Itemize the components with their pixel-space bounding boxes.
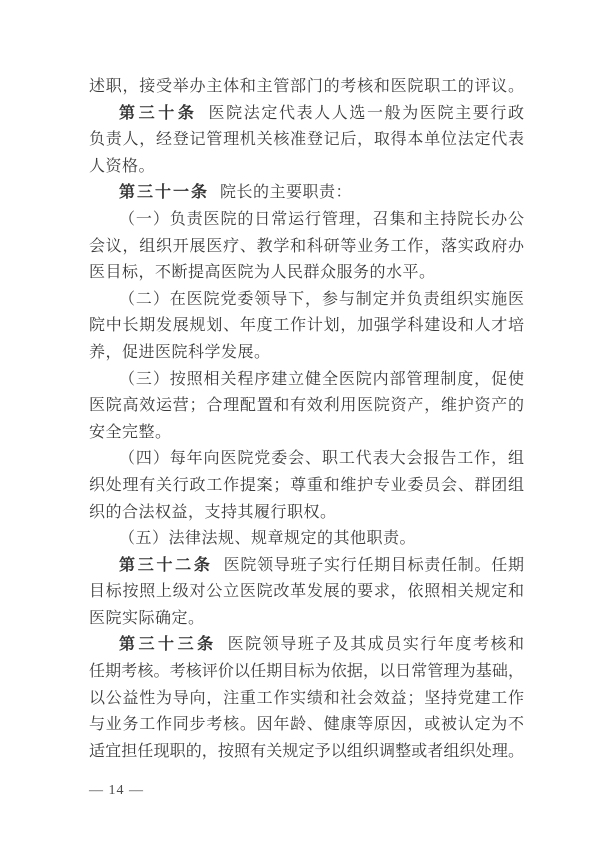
document-body	[89, 74, 524, 765]
text-line: 适宜担任现职的，按照有关规定予以组织调整或者组织处理。	[89, 742, 524, 760]
text-line: 第三十一条 院长的主要职责：	[119, 184, 353, 202]
text-paragraph	[89, 287, 524, 367]
text-line: （二）在医院党委领导下，参与制定并负责组织实施医	[119, 290, 524, 308]
text-line: 院中长期发展规划、年度工作计划，加强学科建设和人才培	[89, 317, 524, 335]
text-line: 医院实际确定。	[89, 609, 205, 627]
page-number: — 14 —	[89, 783, 144, 798]
text-line: 医目标，不断提高医院为人民群众服务的水平。	[89, 264, 436, 282]
article-number: 第三十三条	[119, 636, 217, 654]
text-line: 第三十三条 医院领导班子及其成员实行年度考核和	[119, 636, 524, 654]
text-paragraph	[89, 446, 524, 526]
article-paragraph	[89, 553, 524, 633]
text-paragraph	[89, 367, 524, 447]
text-paragraph	[89, 526, 524, 553]
text-line: 会议，组织开展医疗、教学和科研等业务工作，落实政府办	[89, 237, 524, 255]
text-line: 安全完整。	[89, 423, 172, 441]
text-line: 织处理有关行政工作提案；尊重和维护专业委员会、群团组	[89, 476, 524, 494]
text-line: 以公益性为导向，注重工作实绩和社会效益；坚持党建工作	[89, 689, 524, 707]
text-line: 与业务工作同步考核。因年龄、健康等原因，或被认定为不	[89, 716, 524, 734]
text-line: （四）每年向医院党委会、职工代表大会报告工作，组	[119, 450, 524, 468]
article-number: 第三十一条	[119, 184, 210, 202]
page-footer	[89, 781, 144, 801]
text-line: 养，促进医院科学发展。	[89, 343, 271, 361]
text-line: 第三十条 医院法定代表人人选一般为医院主要行政	[119, 104, 524, 122]
text-line: 任期考核。考核评价以任期目标为依据，以日常管理为基础，	[89, 663, 524, 681]
text-line: （一）负责医院的日常运行管理，召集和主持院长办公	[119, 210, 524, 228]
text-line: 述职，接受举办主体和主管部门的考核和医院职工的评议。	[89, 78, 524, 95]
article-number: 第三十二条	[119, 556, 213, 574]
text-line: 目标按照上级对公立医院改革发展的要求，依照相关规定和	[89, 583, 524, 601]
article-paragraph	[89, 180, 524, 207]
text-line: 负责人，经登记管理机关核准登记后，取得本单位法定代表	[89, 131, 524, 149]
article-paragraph	[89, 101, 524, 181]
text-line: 第三十二条 医院领导班子实行任期目标责任制。任期	[119, 556, 524, 574]
text-paragraph	[89, 74, 524, 101]
text-line: 人资格。	[89, 157, 156, 175]
text-line: 医院高效运营；合理配置和有效利用医院资产，维护资产的	[89, 397, 524, 415]
article-paragraph	[89, 632, 524, 765]
text-line: （五）法律法规、规章规定的其他职责。	[119, 530, 417, 548]
article-number: 第三十条	[119, 104, 198, 122]
text-line: 织的合法权益，支持其履行职权。	[89, 503, 337, 521]
text-paragraph	[89, 207, 524, 287]
text-line: （三）按照相关程序建立健全医院内部管理制度，促使	[119, 370, 524, 388]
